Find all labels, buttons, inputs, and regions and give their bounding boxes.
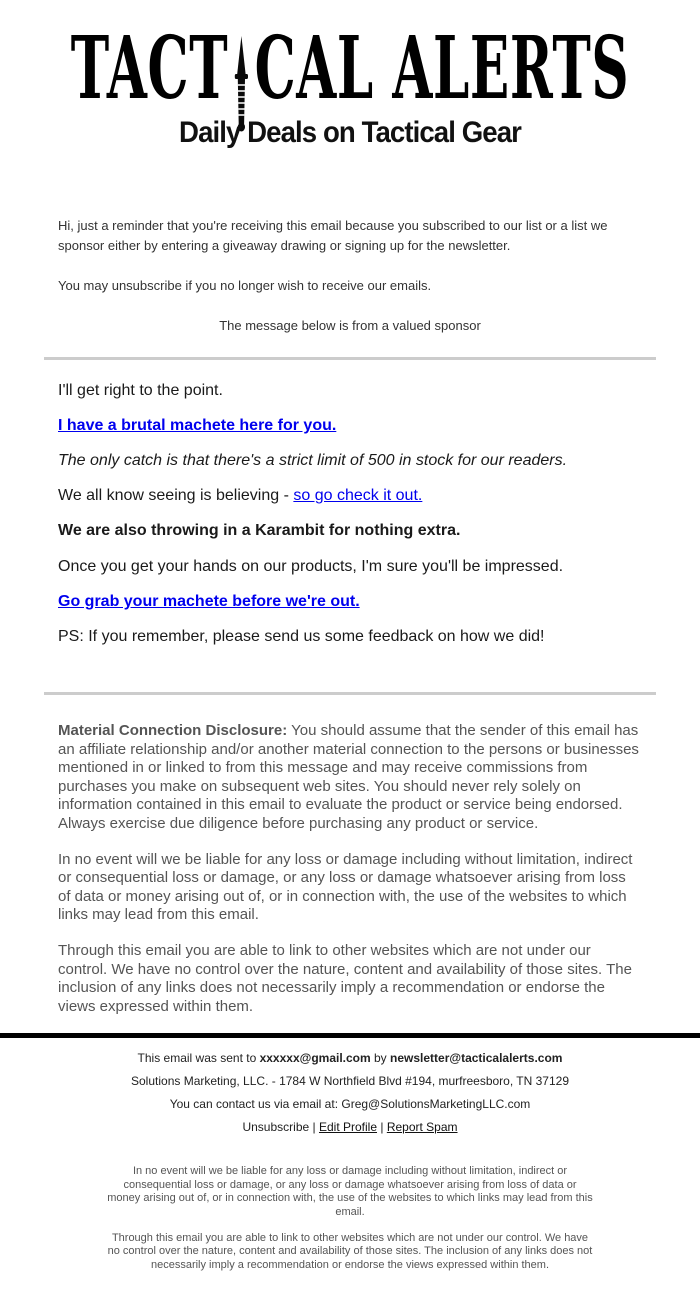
body-line-7 [58, 592, 642, 611]
grab-machete-link[interactable]: Go grab your machete before we're out. [58, 592, 360, 610]
intro-section [44, 188, 656, 337]
liability-paragraph: In no event will we be liable for any loss or damage including without limitation, indirect or consequential loss or damage, or any loss or damage whatsoever arising from loss of data or money arising out of, or in connection with, the use of the websites to which links may lead from this email. [58, 850, 633, 924]
check-it-out-link[interactable]: so go check it out. [293, 487, 423, 505]
body-line-4 [58, 486, 642, 505]
disclosure-heading: Material Connection Disclosure: [58, 722, 288, 740]
footer-separator: | [380, 1120, 384, 1135]
unsubscribe-link[interactable]: Unsubscribe [242, 1120, 310, 1135]
body-line-6: Once you get your hands on our products, I'm sure you'll be impressed. [58, 557, 564, 575]
footer-separator: | [312, 1120, 316, 1135]
logo [44, 12, 656, 150]
material-disclosure-paragraph [58, 722, 642, 834]
sponsor-note: The message below is from a valued sponsor [219, 318, 481, 334]
logo-subtitle: Daily Deals on Tactical Gear [179, 116, 521, 149]
disclosure-body-text: You should assume that the sender of this email has an affiliate relationship and/or another material connection to the persons or businesses mentioned in or linked to from this message and may receive commissions from purchases you make on subsequent web sites. You should never rely solely on information contained in this email to evaluate the product or service being endorsed. Always exercise due diligence before purchasing any product or service. [58, 722, 639, 833]
edit-profile-link[interactable]: Edit Profile [318, 1120, 378, 1135]
footer-links-line [0, 1121, 700, 1133]
sent-to-line [0, 1052, 700, 1064]
disclosure-section [44, 695, 656, 1016]
body-line-8: PS: If you remember, please send us some feedback on how we did! [58, 627, 545, 645]
sender-email: newsletter@tacticalalerts.com [390, 1051, 563, 1066]
body-line-2 [58, 416, 642, 435]
machete-offer-link[interactable]: I have a brutal machete here for you. [58, 416, 337, 434]
logo-title [70, 12, 630, 119]
logo-text-left: TACT [70, 18, 229, 119]
body-line-3: The only catch is that there's a strict limit of 500 in stock for our readers. [58, 451, 568, 469]
legal-fine-print [107, 1165, 593, 1299]
sponsor-message [44, 360, 656, 679]
sent-by-text: by [370, 1051, 391, 1066]
body-line-1: I'll get right to the point. [58, 381, 223, 399]
legal-paragraph-2: Through this email you are able to link to other websites which are not under our control. We have no control over the nature, content and availability of those sites. The inclusion of any links does not necessarily imply a recommendation or endorse the views expressed within them. [107, 1232, 593, 1271]
body-line-5: We are also throwing in a Karambit for nothing extra. [58, 522, 461, 540]
intro-paragraph: Hi, just a reminder that you're receiving this email because you subscribed to our list or a list we sponsor either by entering a giveaway drawing or signing up for the newsletter. [58, 218, 608, 254]
seeing-is-believing-text: We all know seeing is believing - [58, 487, 294, 505]
recipient-email: xxxxxx@gmail.com [259, 1051, 371, 1066]
sent-to-prefix: This email was sent to [137, 1051, 260, 1066]
email-footer [0, 1038, 700, 1299]
contact-line: You can contact us via email at: Greg@SolutionsMarketingLLC.com [169, 1097, 531, 1112]
report-spam-link[interactable]: Report Spam [386, 1120, 458, 1135]
logo-text-right: CAL ALERTS [254, 18, 630, 119]
unsubscribe-note: You may unsubscribe if you no longer wish to receive our emails. [58, 278, 432, 294]
external-links-paragraph: Through this email you are able to link to other websites which are not under our control. We have no control over the nature, content and availability of those sites. The inclusion of any links does not necessarily imply a recommendation or endorse the views expressed within them. [58, 942, 632, 1015]
legal-paragraph-1: In no event will we be liable for any loss or damage including without limitation, indirect or consequential loss or damage, or any loss or damage whatsoever arising from loss of data or money arising out of, or in connection with, the use of the websites to which links may lead from this email. [107, 1165, 593, 1218]
company-address: Solutions Marketing, LLC. - 1784 W Northfield Blvd #194, murfreesboro, TN 37129 [131, 1074, 569, 1089]
